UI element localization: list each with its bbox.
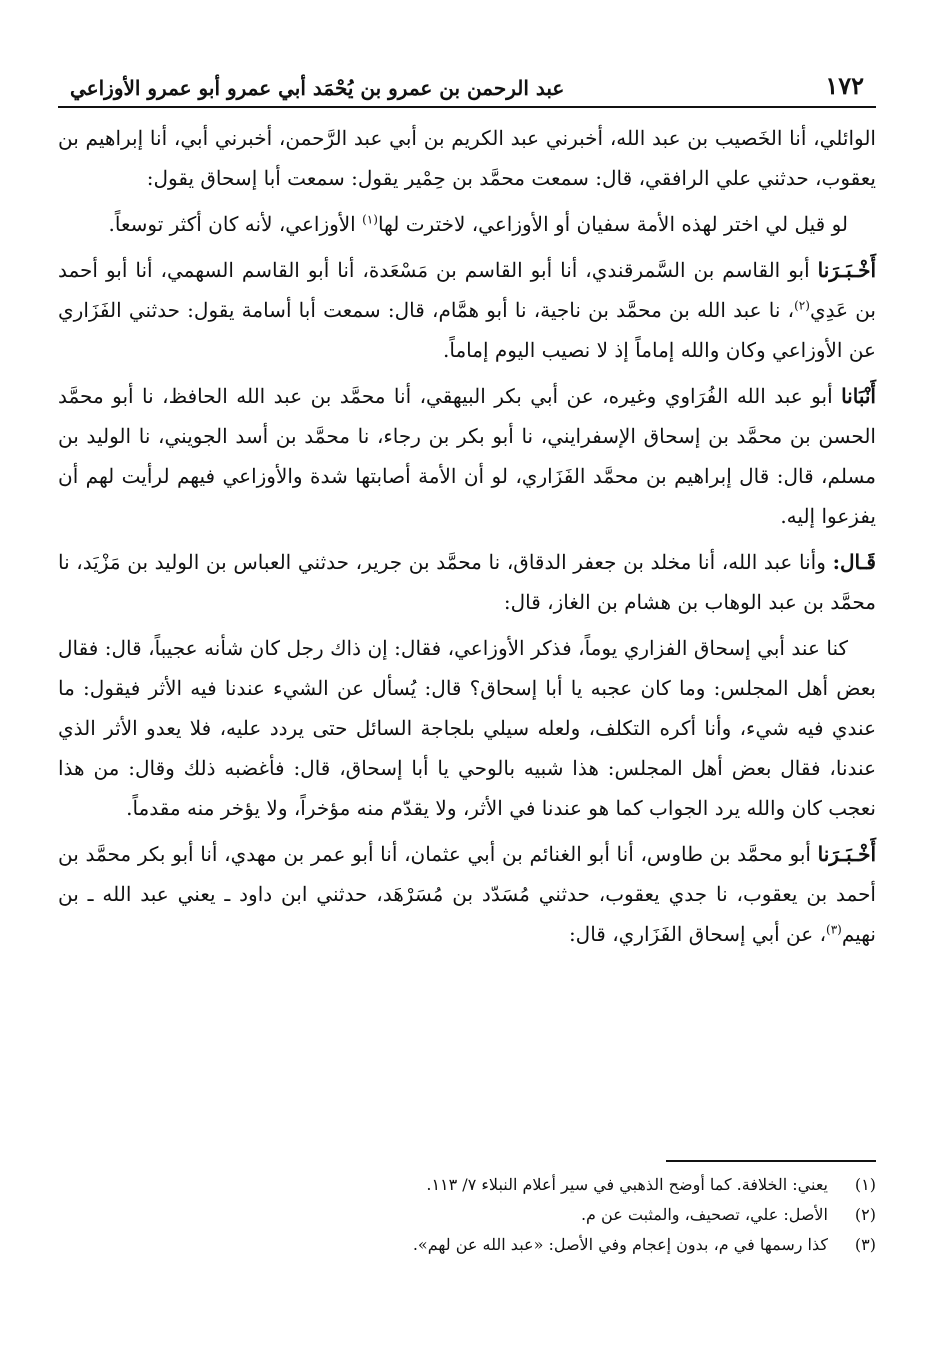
footnote-number: (٣) [854, 1235, 876, 1254]
paragraph-text: كنا عند أبي إسحاق الفزاري يوماً، فذكر الأوزاعي، فقال: إن ذاك رجل كان شأنه عجيباً، قال: فقال بعض أهل المجلس: وما كان عجبه يا أبا إسحاق؟ قال: يُسأل عن الشيء عندنا فيه الأثر فيقول: ما عندي فيه شيء، وأنا أكره التكلف، ولعله سيلي بلجاجة السائل حتى يردد عليه، فلا يعدو الأثر الذي عندنا، فقال بعض أهل المجلس: هذا شبيه بالوحي يا أبا إسحاق، قال: فأغضبه ذلك وقال: من هذا نعجب كان والله يرد الجواب كما هو عندنا في الأثر، ولا يقدّم منه مؤخراً، ولا يؤخر منه مقدماً. [58, 636, 876, 820]
paragraph-lead: أَخْـبَـرَنا [817, 258, 876, 282]
footnote-marker: (٢) [794, 298, 810, 313]
footnote-3 [58, 1230, 876, 1260]
body-text [58, 118, 876, 954]
footnotes [58, 1160, 876, 1260]
paragraph-1 [58, 118, 876, 198]
paragraph-text: أبو عبد الله الفُرَاوي وغيره، عن أبي بكر البيهقي، أنا محمَّد بن عبد الله الحافظ، نا أبو محمَّد الحسن بن محمَّد بن إسحاق الإسفرايني، نا أبو بكر بن رجاء، نا محمَّد بن أسد الجويني، نا الوليد بن مسلم، قال: قال إبراهيم بن محمَّد الفَزَاري، لو أن الأمة أصابتها شدة والأوزاعي فيهم لرأيت لهم أن يفزعوا إليه. [58, 384, 876, 528]
paragraph-lead: أَنْبَانا [841, 384, 876, 408]
running-title: عبد الرحمن بن عمرو بن يُحْمَد أبي عمرو أبو عمرو الأوزاعي [70, 76, 565, 100]
page-header [58, 58, 876, 108]
paragraph-text: وأنا عبد الله، أنا مخلد بن جعفر الدقاق، نا محمَّد بن جرير، حدثني العباس بن الوليد بن مَزْيَد، نا محمَّد بن عبد الوهاب بن هشام بن الغاز، قال: [58, 550, 876, 614]
footnote-number: (١) [854, 1175, 876, 1194]
paragraph-text-continued: ، عن أبي إسحاق الفَزَاري، قال: [568, 922, 827, 946]
footnote-divider [666, 1160, 876, 1162]
paragraph-lead: أَخْـبَـرَنا [817, 842, 876, 866]
paragraph-text: أبو القاسم بن السَّمرقندي، أنا أبو القاسم بن مَسْعَدة، أنا أبو القاسم السهمي، أنا أبو أحمد بن عَدِي [58, 258, 877, 322]
paragraph-text-continued: الأوزاعي، لأنه كان أكثر توسعاً. [108, 212, 363, 236]
paragraph-2 [58, 204, 876, 244]
paragraph-7 [58, 834, 876, 954]
footnote-text: كذا رسمها في م، بدون إعجام وفي الأصل: «عبد الله عن لهم». [412, 1235, 828, 1254]
footnote-number: (٢) [854, 1205, 876, 1224]
paragraph-text: الوائلي، أنا الخَصيب بن عبد الله، أخبرني عبد الكريم بن أبي عبد الرَّحمن، أخبرني أبي، أنا إبراهيم بن يعقوب، حدثني علي الرافقي، قال: سمعت محمَّد بن حِمْير يقول: سمعت أبا إسحاق يقول: [58, 126, 876, 190]
paragraph-text: أبو محمَّد بن طاوس، أنا أبو الغنائم بن أبي عثمان، أنا أبو عمر بن مهدي، أنا أبو بكر محمَّد بن أحمد بن يعقوب، نا جدي يعقوب، حدثني مُسَدّد بن مُسَرْهَد، حدثني ابن داود ـ يعني عبد الله ـ بن نهيم [58, 842, 876, 946]
footnote-text: يعني: الخلافة. كما أوضح الذهبي في سير أعلام النبلاء ٧/ ١١٣. [426, 1175, 828, 1194]
paragraph-4 [58, 376, 876, 536]
paragraph-text: لو قيل لي اختر لهذه الأمة سفيان أو الأوزاعي، لاخترت لها [377, 212, 848, 236]
paragraph-6 [58, 628, 876, 828]
footnote-2 [58, 1200, 876, 1230]
footnote-1 [58, 1170, 876, 1200]
footnote-text: الأصل: علي، تصحيف، والمثبت عن م. [580, 1205, 828, 1224]
footnote-marker: (١) [362, 212, 378, 227]
paragraph-3 [58, 250, 876, 370]
footnote-marker: (٣) [826, 922, 842, 937]
paragraph-5 [58, 542, 876, 622]
paragraph-lead: قَـال: [832, 550, 876, 574]
page-number: ١٧٢ [825, 71, 864, 100]
paragraph-text-continued: ، نا عبد الله بن محمَّد بن ناجية، نا أبو همَّام، قال: سمعت أبا أسامة يقول: حدثني الفَزَاري عن الأوزاعي وكان والله إماماً إذ لا نصيب اليوم إماماً. [58, 298, 876, 362]
